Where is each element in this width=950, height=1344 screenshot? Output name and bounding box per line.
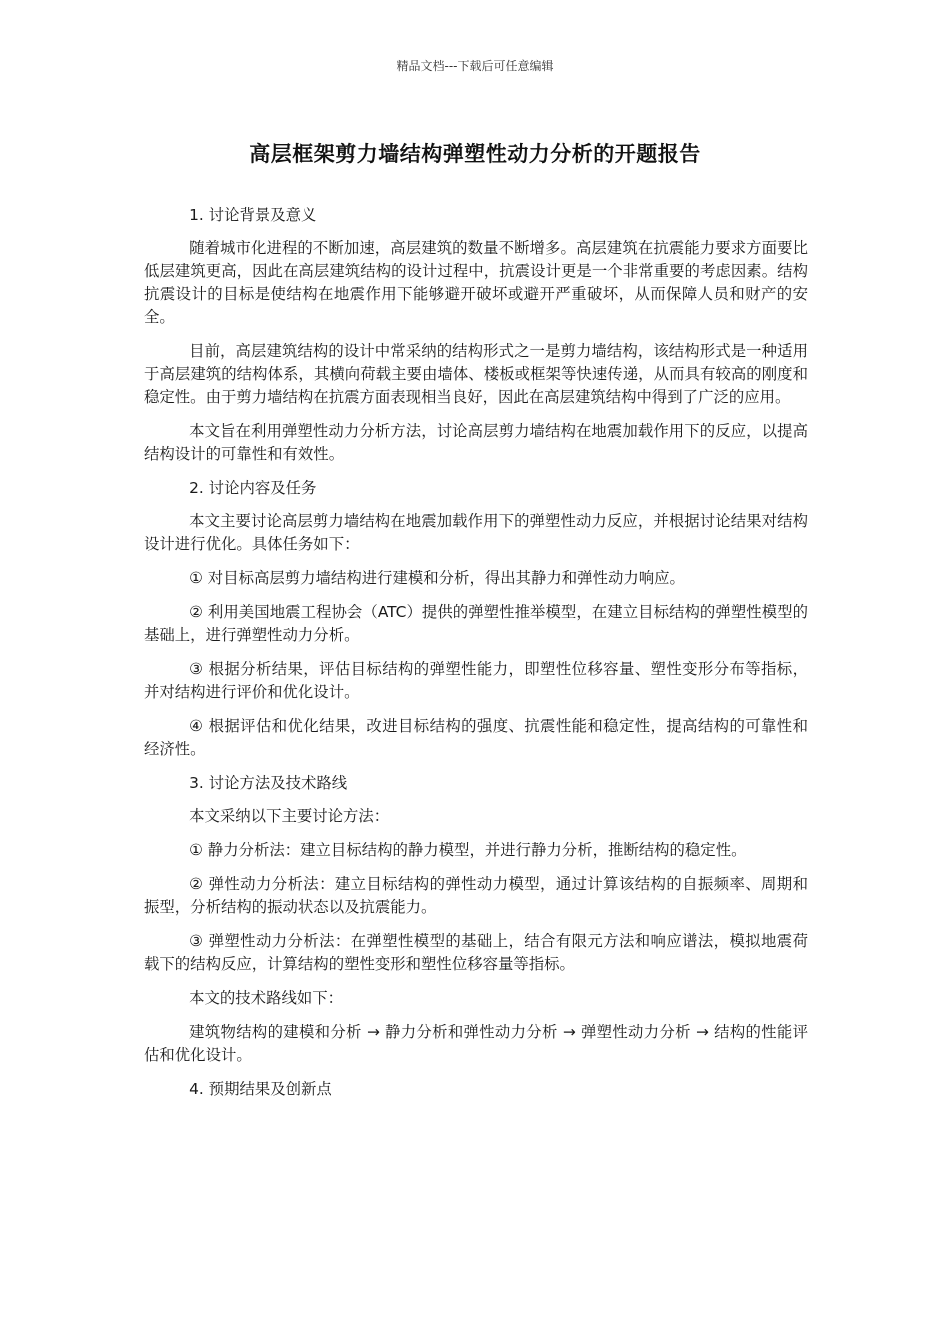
task-item-2: ② 利用美国地震工程协会（ATC）提供的弹塑性推举模型，在建立目标结构的弹塑性模型的基础上，进行弹塑性动力分析。 [144, 603, 808, 644]
section-heading-1: 1. 讨论背景及意义 [189, 206, 317, 224]
header-note: 精品文档---下载后可任意编辑 [396, 59, 554, 73]
paragraph: 本文主要讨论高层剪力墙结构在地震加载作用下的弹塑性动力反应，并根据讨论结果对结构设计进行优化。具体任务如下： [144, 512, 808, 553]
method-item-2: ② 弹性动力分析法：建立目标结构的弹性动力模型，通过计算该结构的自振频率、周期和振型，分析结构的振动状态以及抗震能力。 [144, 875, 808, 916]
section-heading-3: 3. 讨论方法及技术路线 [189, 774, 348, 792]
section-heading-4: 4. 预期结果及创新点 [189, 1080, 332, 1098]
task-item-1: ① 对目标高层剪力墙结构进行建模和分析，得出其静力和弹性动力响应。 [189, 569, 685, 587]
paragraph: 目前，高层建筑结构的设计中常采纳的结构形式之一是剪力墙结构，该结构形式是一种适用于高层建筑的结构体系，其横向荷载主要由墙体、楼板或框架等快速传递，从而具有较高的刚度和稳定性。由于剪力墙结构在抗震方面表现相当良好，因此在高层建筑结构中得到了广泛的应用。 [144, 342, 808, 406]
task-item-4: ④ 根据评估和优化结果，改进目标结构的强度、抗震性能和稳定性，提高结构的可靠性和经济性。 [144, 717, 808, 758]
paragraph: 本文旨在利用弹塑性动力分析方法，讨论高层剪力墙结构在地震加载作用下的反应，以提高结构设计的可靠性和有效性。 [144, 422, 808, 463]
paragraph: 随着城市化进程的不断加速，高层建筑的数量不断增多。高层建筑在抗震能力要求方面要比低层建筑更高，因此在高层建筑结构的设计过程中，抗震设计更是一个非常重要的考虑因素。结构抗震设计的目标是使结构在地震作用下能够避开破坏或避开严重破坏，从而保障人员和财产的安全。 [144, 239, 808, 326]
task-item-3: ③ 根据分析结果，评估目标结构的弹塑性能力，即塑性位移容量、塑性变形分布等指标，并对结构进行评价和优化设计。 [144, 660, 808, 701]
technical-route: 建筑物结构的建模和分析 → 静力分析和弹性动力分析 → 弹塑性动力分析 → 结构的性能评估和优化设计。 [144, 1023, 808, 1064]
document-title: 高层框架剪力墙结构弹塑性动力分析的开题报告 [249, 142, 701, 166]
section-heading-2: 2. 讨论内容及任务 [189, 479, 317, 497]
method-item-3: ③ 弹塑性动力分析法：在弹塑性模型的基础上，结合有限元方法和响应谱法，模拟地震荷载下的结构反应，计算结构的塑性变形和塑性位移容量等指标。 [144, 932, 808, 973]
paragraph: 本文采纳以下主要讨论方法： [189, 807, 390, 825]
document-body [144, 204, 808, 1111]
paragraph: 本文的技术路线如下： [189, 989, 344, 1007]
method-item-1: ① 静力分析法：建立目标结构的静力模型，并进行静力分析，推断结构的稳定性。 [189, 841, 747, 859]
